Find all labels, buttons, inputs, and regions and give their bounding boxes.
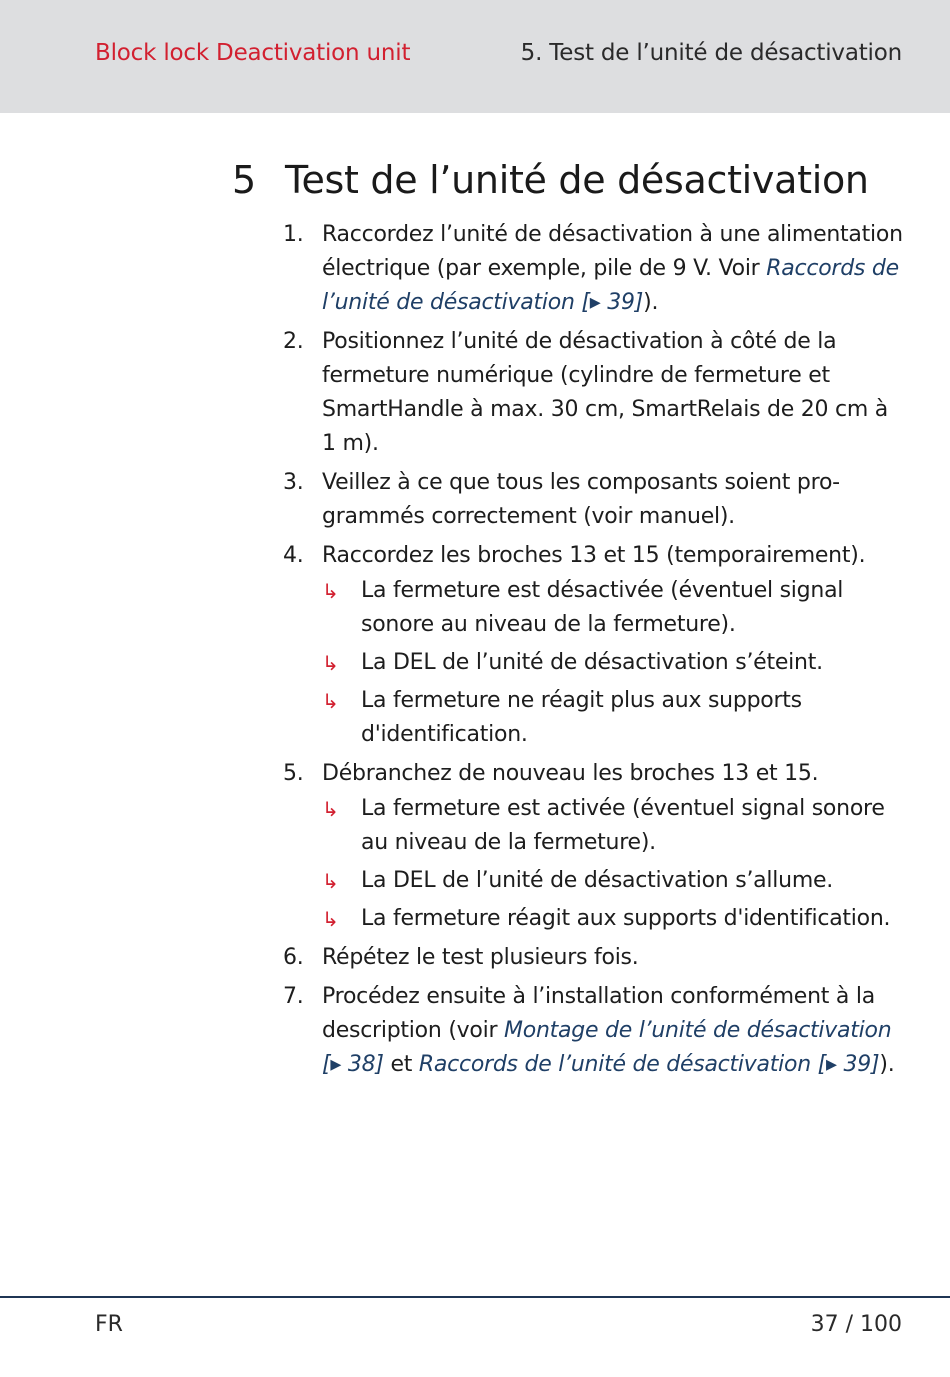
step-item (283, 539, 908, 752)
cross-reference-link[interactable]: Raccords de l’unité de désactivation [▸ 39] (322, 256, 899, 315)
step-text (322, 941, 908, 975)
step-item (283, 466, 908, 534)
result-arrow-icon: ↳ (322, 907, 339, 931)
step-text-run: Débranchez de nouveau les broches 13 et 15. (322, 761, 819, 786)
footer-divider (0, 1296, 950, 1298)
step-item (283, 218, 908, 320)
step-text-run: et (383, 1052, 419, 1077)
step-item (283, 325, 908, 461)
page-header (0, 0, 950, 113)
step-item (283, 941, 908, 975)
result-list (322, 792, 908, 936)
result-arrow-icon: ↳ (322, 579, 339, 603)
result-text: La DEL de l’unité de désactivation s’éteint. (361, 650, 823, 675)
step-text-run: Positionnez l’unité de désactivation à côté de la fermeture numérique (cylindre de fermeture et SmartHandle à max. 30 cm, SmartRelais de 20 cm à 1 m). (322, 329, 889, 456)
result-item (322, 864, 908, 898)
result-arrow-icon: ↳ (322, 689, 339, 713)
footer-language: FR (95, 1312, 123, 1337)
step-number: 7. (283, 984, 304, 1009)
section-title: Test de l’unité de désactivation (285, 158, 869, 202)
result-list (322, 574, 908, 752)
step-text-run: ). (879, 1052, 895, 1077)
cross-reference-link[interactable]: Montage de l’unité de désactivation [▸ 38] (322, 1018, 892, 1077)
step-number: 6. (283, 945, 304, 970)
step-text-run: Raccordez les broches 13 et 15 (temporairement). (322, 543, 866, 568)
step-number: 1. (283, 222, 304, 247)
step-item (283, 980, 908, 1082)
result-text: La fermeture est activée (éventuel signal sonore au niveau de la fermeture). (361, 796, 885, 855)
result-text: La DEL de l’unité de désactivation s’allume. (361, 868, 834, 893)
step-item (283, 757, 908, 936)
step-text (322, 757, 908, 791)
step-number: 4. (283, 543, 304, 568)
result-text: La fermeture ne réagit plus aux supports d'identification. (361, 688, 802, 747)
product-name: Block lock Deactivation unit (95, 40, 411, 66)
result-item (322, 792, 908, 860)
step-text-run: Procédez ensuite à l’installation conformément à la description (voir (322, 984, 875, 1043)
result-item (322, 684, 908, 752)
result-item (322, 646, 908, 680)
result-item (322, 574, 908, 642)
step-number: 2. (283, 329, 304, 354)
step-number: 5. (283, 761, 304, 786)
section-number: 5 (232, 158, 256, 202)
cross-reference-link[interactable]: Raccords de l’unité de désactivation [▸ 39] (418, 1052, 880, 1077)
step-text (322, 466, 908, 534)
step-text (322, 325, 908, 461)
step-text-run: ). (643, 290, 659, 315)
chapter-title: 5. Test de l’unité de désactivation (520, 40, 902, 66)
result-arrow-icon: ↳ (322, 651, 339, 675)
step-number: 3. (283, 470, 304, 495)
step-text-run: Raccordez l’unité de désactivation à une alimentation électrique (par exemple, pile de 9 V. Voir (322, 222, 903, 281)
result-text: La fermeture est désactivée (éventuel signal sonore au niveau de la fermeture). (361, 578, 844, 637)
steps-list (283, 218, 908, 1087)
section-heading (232, 158, 869, 202)
step-text (322, 218, 908, 320)
step-text (322, 539, 908, 573)
result-text: La fermeture réagit aux supports d'identification. (361, 906, 891, 931)
result-arrow-icon: ↳ (322, 869, 339, 893)
step-text (322, 980, 908, 1082)
result-item (322, 902, 908, 936)
page-number: 37 / 100 (810, 1312, 902, 1337)
step-text-run: Veillez à ce que tous les composants soient programmés correctement (voir manuel). (322, 470, 841, 529)
result-arrow-icon: ↳ (322, 797, 339, 821)
step-text-run: Répétez le test plusieurs fois. (322, 945, 639, 970)
